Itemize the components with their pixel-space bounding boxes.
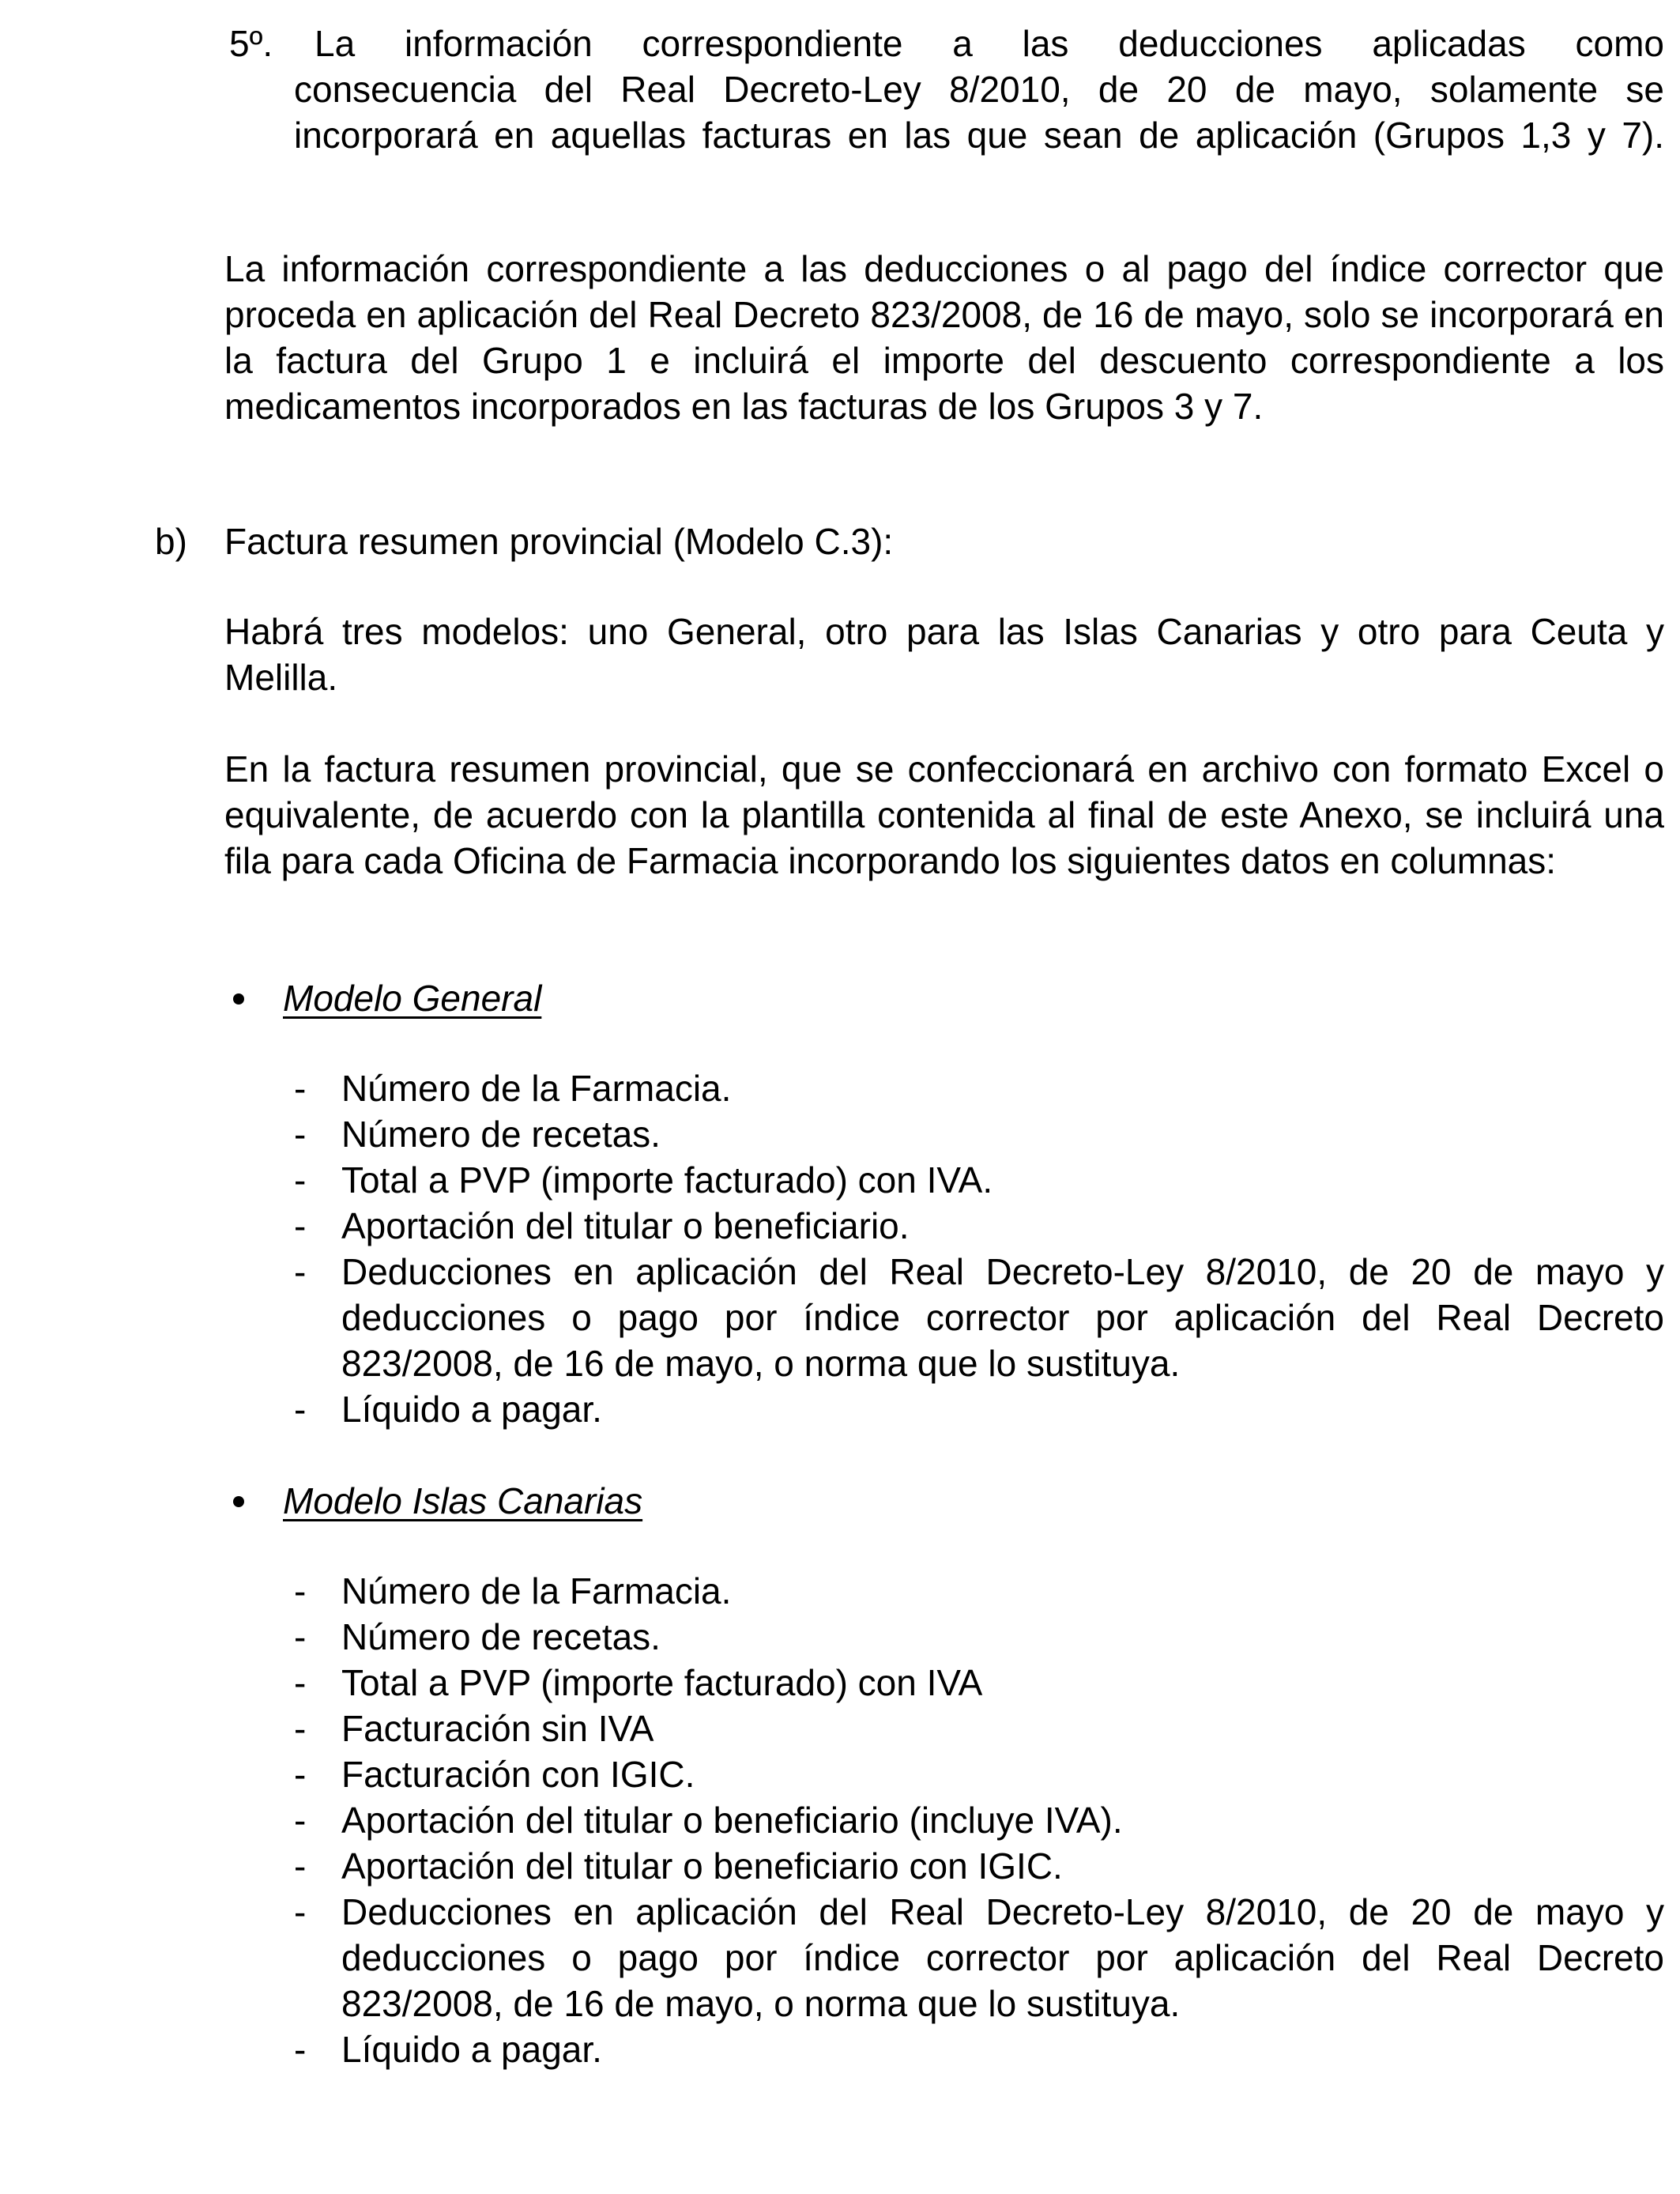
para-excel: En la factura resumen provincial, que se confeccionará en archivo con formato Excel o equivalente, de acuerdo con la plantilla contenida al final de este Anexo, se incluirá una fila para cada Oficina de Farmacia incorporando los siguientes datos en columnas: [224, 748, 1664, 881]
dash: - [294, 1068, 307, 1109]
bullet-modelo-canarias [233, 1496, 244, 1507]
list-item: Líquido a pagar. [341, 1389, 602, 1430]
dash: - [294, 1114, 307, 1155]
list-item: Total a PVP (importe facturado) con IVA. [341, 1159, 993, 1201]
list-item: Número de la Farmacia. [341, 1570, 732, 1612]
dash: - [294, 1389, 307, 1430]
dash: - [294, 1570, 307, 1612]
list-item: Número de recetas. [341, 1114, 661, 1155]
para-5-line-2: consecuencia del Real Decreto-Ley 8/2010, de 20 de mayo, solamente se [294, 69, 1664, 110]
list-item: Facturación con IGIC. [341, 1754, 695, 1795]
para-5-line-1: La información correspondiente a las deducciones aplicadas como [315, 23, 1664, 64]
modelo-general-title: Modelo General [283, 978, 542, 1019]
dash: - [294, 1616, 307, 1657]
dash: - [294, 1251, 307, 1292]
list-item: Número de la Farmacia. [341, 1068, 732, 1109]
para-5 [0, 0, 1680, 158]
para-models: Habrá tres modelos: uno General, otro para las Islas Canarias y otro para Ceuta y Melilla. [224, 611, 1664, 698]
dash: - [294, 2029, 307, 2070]
para-corrector: La información correspondiente a las deducciones o al pago del índice corrector que proceda en aplicación del Real Decreto 823/2008, de 16 de mayo, solo se incorporará en la factura del Grupo 1 e incluirá el importe del descuento correspondiente a los medicamentos incorporados en las facturas de los Grupos 3 y 7. [224, 248, 1664, 427]
para-5-number: 5º. [229, 23, 273, 64]
modelo-canarias-title: Modelo Islas Canarias [283, 1480, 643, 1521]
dash: - [294, 1845, 307, 1887]
list-item: Total a PVP (importe facturado) con IVA [341, 1662, 983, 1703]
list-item: Aportación del titular o beneficiario (incluye IVA). [341, 1800, 1123, 1841]
bullet-modelo-general [233, 993, 244, 1005]
dash: - [294, 1800, 307, 1841]
section-b-heading: Factura resumen provincial (Modelo C.3): [224, 521, 894, 562]
list-item: Aportación del titular o beneficiario. [341, 1205, 910, 1246]
dash: - [294, 1708, 307, 1749]
list-item: Aportación del titular o beneficiario con IGIC. [341, 1845, 1063, 1887]
section-b-label: b) [155, 521, 187, 562]
dash: - [294, 1754, 307, 1795]
dash: - [294, 1205, 307, 1246]
list-item: Número de recetas. [341, 1616, 661, 1657]
list-item: Facturación sin IVA [341, 1708, 654, 1749]
list-item: Líquido a pagar. [341, 2029, 602, 2070]
list-item: Deducciones en aplicación del Real Decreto-Ley 8/2010, de 20 de mayo y deducciones o pago por índice corrector por aplicación del Real Decreto 823/2008, de 16 de mayo, o norma que lo sustituya. [341, 1891, 1664, 2024]
para-5-line-3: incorporará en aquellas facturas en las que sean de aplicación (Grupos 1,3 y 7). [294, 115, 1664, 156]
dash: - [294, 1159, 307, 1201]
list-item: Deducciones en aplicación del Real Decreto-Ley 8/2010, de 20 de mayo y deducciones o pago por índice corrector por aplicación del Real Decreto 823/2008, de 16 de mayo, o norma que lo sustituya. [341, 1251, 1664, 1384]
dash: - [294, 1662, 307, 1703]
dash: - [294, 1891, 307, 1932]
